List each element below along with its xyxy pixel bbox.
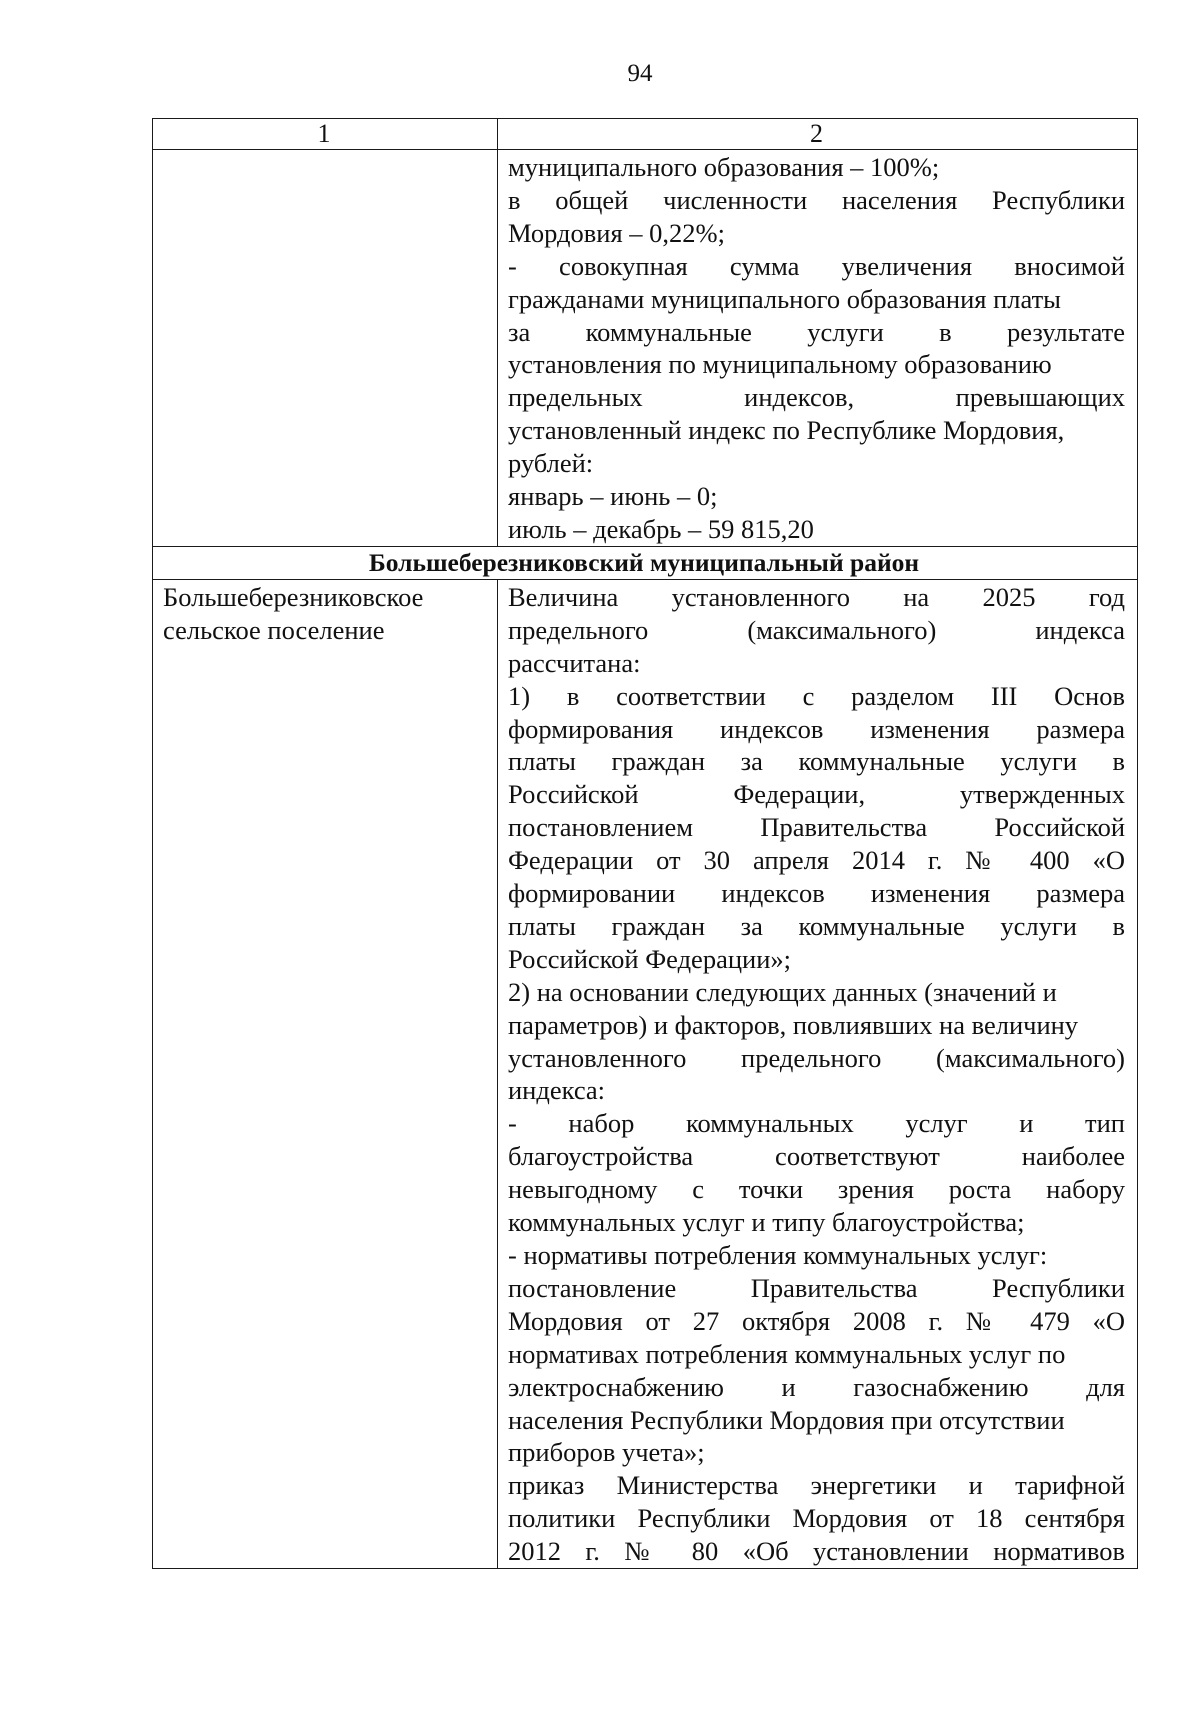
settlement-name-cell [153, 579, 498, 1568]
index-calculation-text [508, 580, 1125, 1568]
settlement-name-line: сельское поселение [163, 614, 385, 645]
text-line: июль – декабрь – 59 815,20 [508, 513, 814, 544]
text-line: населения Республики Мордовия при отсутствии [508, 1404, 1065, 1435]
text-line: приборов учета»; [508, 1437, 705, 1468]
text-line: приказ Министерства энергетики и тарифной [508, 1470, 1125, 1501]
text-line: муниципального образования – 100%; [508, 152, 940, 182]
text-line: индекса: [508, 1075, 606, 1106]
text-line: платы граждан за коммунальные услуги в [508, 910, 1125, 941]
text-line: формировании индексов изменения размера [508, 878, 1125, 909]
text-line: политики Республики Мордовия от 18 сентября [508, 1503, 1125, 1534]
text-line: Мордовия от 27 октября 2008 г. № 479 «О [508, 1305, 1125, 1336]
text-line: платы граждан за коммунальные услуги в [508, 746, 1125, 777]
text-line: - набор коммунальных услуг и тип [508, 1108, 1125, 1139]
text-line: рублей: [508, 448, 594, 479]
text-line: предельных индексов, превышающих [508, 382, 1125, 413]
text-line: гражданами муниципального образования платы [508, 283, 1061, 314]
text-line: за коммунальные услуги в результате [508, 316, 1125, 347]
text-line: нормативах потребления коммунальных услуг по [508, 1338, 1066, 1369]
text-line: 2) на основании следующих данных (значений и [508, 976, 1057, 1007]
column-header-2: 2 [498, 119, 1138, 150]
continuation-cell-text [498, 150, 1138, 547]
settlement-name [163, 580, 485, 647]
text-line: Федерации от 30 апреля 2014 г. № 400 «О [508, 845, 1125, 876]
text-line: постановлением Правительства Российской [508, 812, 1125, 843]
table-header-row [153, 119, 1138, 150]
text-line: коммунальных услуг и типу благоустройства; [508, 1207, 1025, 1238]
text-line: январь – июнь – 0; [508, 481, 718, 512]
text-line: 2012 г. № 80 «Об установлении нормативов [508, 1536, 1125, 1567]
text-line: Российской Федерации»; [508, 943, 791, 974]
continuation-row [153, 150, 1138, 547]
section-row [153, 546, 1138, 579]
index-table [152, 118, 1138, 1569]
text-line: невыгодному с точки зрения роста набору [508, 1174, 1125, 1205]
text-line: установления по муниципальному образованию [508, 349, 1052, 380]
continuation-cell-empty [153, 150, 498, 547]
text-line: рассчитана: [508, 647, 641, 678]
text-line: благоустройства соответствуют наиболее [508, 1141, 1125, 1172]
settlement-name-line: Большеберезниковское [163, 581, 424, 612]
section-title: Большеберезниковский муниципальный район [153, 546, 1138, 579]
text-line: электроснабжению и газоснабжению для [508, 1371, 1125, 1402]
column-header-1: 1 [153, 119, 498, 150]
text-line: формирования индексов изменения размера [508, 713, 1125, 744]
text-line: параметров) и факторов, повлиявших на величину [508, 1009, 1079, 1040]
text-line: постановление Правительства Республики [508, 1272, 1125, 1303]
settlement-text-cell [498, 579, 1138, 1568]
text-line: установленного предельного (максимального) [508, 1042, 1125, 1073]
text-line: Российской Федерации, утвержденных [508, 779, 1125, 810]
text-line: предельного (максимального) индекса [508, 614, 1125, 645]
continuation-text [508, 150, 1125, 546]
text-line: Мордовия – 0,22%; [508, 217, 725, 248]
settlement-row [153, 579, 1138, 1568]
text-line: - совокупная сумма увеличения вносимой [508, 250, 1125, 281]
text-line: - нормативы потребления коммунальных услуг: [508, 1240, 1048, 1270]
text-line: Величина установленного на 2025 год [508, 581, 1125, 612]
page-number: 94 [627, 60, 653, 87]
text-line: установленный индекс по Республике Мордовия, [508, 415, 1065, 446]
text-line: 1) в соответствии с разделом III Основ [508, 680, 1125, 711]
text-line: в общей численности населения Республики [508, 184, 1125, 215]
